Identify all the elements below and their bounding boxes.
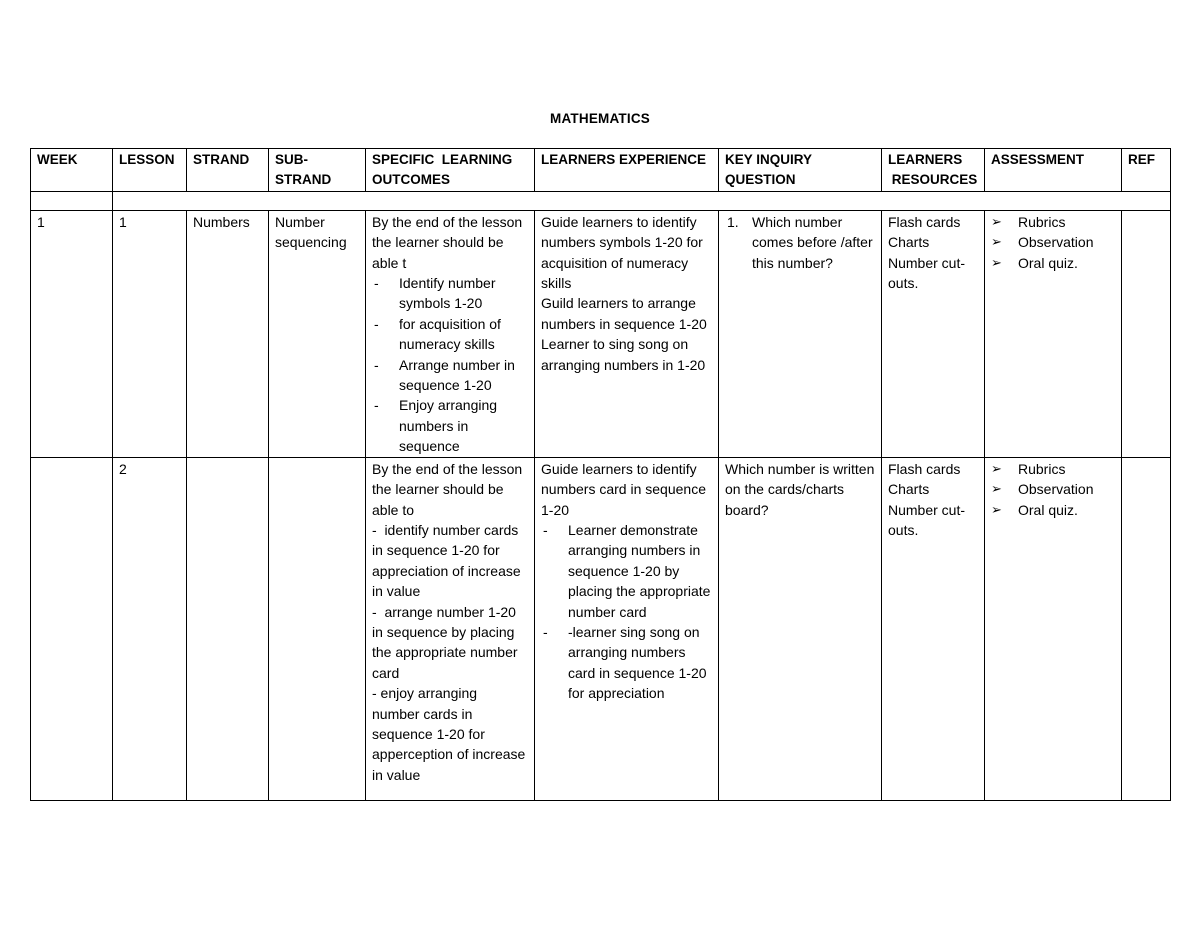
scheme-of-work-table xyxy=(30,148,1171,801)
experience-cell xyxy=(535,457,719,800)
list-item: - -learner sing song on arranging numbers card in sequence 1-20 for appreciation xyxy=(541,622,712,704)
experience-intro: Guide learners to identify numbers card in sequence 1-20 xyxy=(541,460,706,518)
header-row xyxy=(31,149,1171,192)
table-row xyxy=(31,457,1171,800)
arrow-bullet-icon: ➢ xyxy=(991,254,1002,270)
header-lesson: LESSON xyxy=(113,149,187,192)
header-assessment: ASSESSMENT xyxy=(985,149,1122,192)
arrow-bullet-icon: ➢ xyxy=(991,481,1002,497)
strand-cell xyxy=(187,457,269,800)
list-number: 1. xyxy=(727,213,739,230)
list-item: ➢ Rubrics xyxy=(991,459,1115,479)
outcomes-line: - identify number cards in sequence 1-20 for appreciation of increase in value xyxy=(372,521,525,600)
header-learners-experience: LEARNERS EXPERIENCE xyxy=(535,149,719,192)
sub-strand-cell: Number sequencing xyxy=(269,210,366,457)
experience-list xyxy=(541,520,712,704)
list-item: ➢ Observation xyxy=(991,479,1115,499)
resources-cell xyxy=(882,457,985,800)
week-cell xyxy=(31,457,113,800)
experience-line: Guild learners to arrange numbers in sequence 1-20 xyxy=(541,295,707,332)
resource-item: Charts xyxy=(888,481,930,498)
assessment-cell xyxy=(985,210,1122,457)
key-inquiry-cell xyxy=(719,457,882,800)
outcomes-line: - enjoy arranging number cards in sequence 1-20 for apperception of increase in value xyxy=(372,685,526,783)
list-item: ➢ Observation xyxy=(991,232,1115,252)
list-item: 1. Which number comes before /after this number? xyxy=(727,213,873,271)
arrow-bullet-icon: ➢ xyxy=(991,234,1002,250)
resource-item: Number cut-outs. xyxy=(888,254,966,292)
resource-item: Flash cards xyxy=(888,213,961,230)
page-title: MATHEMATICS xyxy=(550,111,650,126)
header-specific-learning-outcomes: SPECIFIC LEARNING OUTCOMES xyxy=(366,149,535,192)
assessment-cell xyxy=(985,457,1122,800)
experience-line: Guide learners to identify numbers symbols 1-20 for acquisition of numeracy skills xyxy=(541,213,703,292)
spacer-row xyxy=(31,191,1171,210)
key-inquiry-question: Which number is written on the cards/charts board? xyxy=(725,460,875,518)
outcomes-list xyxy=(372,273,528,457)
header-ref: REF xyxy=(1122,149,1171,192)
sub-strand-cell xyxy=(269,457,366,800)
outcomes-cell xyxy=(366,457,535,800)
arrow-bullet-icon: ➢ xyxy=(991,213,1002,229)
list-item: - Learner demonstrate arranging numbers in sequence 1-20 by placing the appropriate number card xyxy=(541,520,712,622)
resources-cell xyxy=(882,210,985,457)
header-sub-strand: SUB- STRAND xyxy=(269,149,366,192)
outcomes-intro: By the end of the lesson the learner should be able t xyxy=(372,213,523,271)
lesson-cell: 2 xyxy=(113,457,187,800)
outcomes-line: By the end of the lesson the learner should be able to xyxy=(372,460,523,518)
key-inquiry-list xyxy=(725,212,875,273)
list-item: - Arrange number in sequence 1-20 xyxy=(372,355,528,396)
outcomes-line: - arrange number 1-20 in sequence by placing the appropriate number card xyxy=(372,603,522,681)
header-strand: STRAND xyxy=(187,149,269,192)
experience-line: Learner to sing song on arranging numbers in 1-20 xyxy=(541,336,706,373)
spacer-cell-rest xyxy=(113,191,1171,210)
spacer-cell-week xyxy=(31,191,113,210)
resource-item: Flash cards xyxy=(888,460,961,477)
key-inquiry-cell xyxy=(719,210,882,457)
list-item: ➢ Oral quiz. xyxy=(991,253,1115,273)
list-item: - Enjoy arranging numbers in sequence xyxy=(372,395,528,456)
table-row xyxy=(31,210,1171,457)
week-cell: 1 xyxy=(31,210,113,457)
assessment-list xyxy=(991,459,1115,520)
lesson-cell: 1 xyxy=(113,210,187,457)
header-week: WEEK xyxy=(31,149,113,192)
arrow-bullet-icon: ➢ xyxy=(991,460,1002,476)
header-learners-resources: LEARNERS RESOURCES xyxy=(882,149,985,192)
outcomes-cell xyxy=(366,210,535,457)
ref-cell xyxy=(1122,210,1171,457)
list-item: ➢ Rubrics xyxy=(991,212,1115,232)
strand-cell: Numbers xyxy=(187,210,269,457)
list-item: ➢ Oral quiz. xyxy=(991,500,1115,520)
resource-item: Number cut-outs. xyxy=(888,501,966,538)
list-item: - Identify number symbols 1-20 xyxy=(372,273,528,314)
ref-cell xyxy=(1122,457,1171,800)
header-key-inquiry-question: KEY INQUIRY QUESTION xyxy=(719,149,882,192)
arrow-bullet-icon: ➢ xyxy=(991,501,1002,517)
resource-item: Charts xyxy=(888,234,930,251)
experience-cell xyxy=(535,210,719,457)
assessment-list xyxy=(991,212,1115,273)
list-item: - for acquisition of numeracy skills xyxy=(372,314,528,355)
